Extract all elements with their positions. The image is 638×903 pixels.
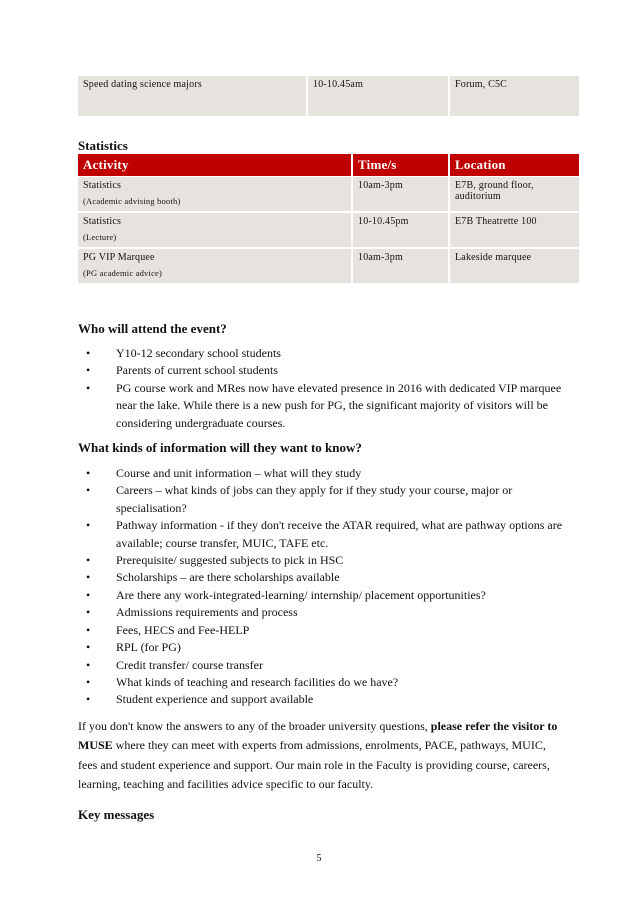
- table-row: [78, 177, 579, 213]
- attend-heading: Who will attend the event?: [78, 321, 227, 336]
- activity-note: (Lecture): [83, 232, 117, 242]
- table-row: [78, 213, 579, 249]
- location-cell: Forum, C5C: [450, 76, 579, 118]
- activity: PG VIP Marquee: [83, 252, 155, 263]
- activity: Statistics: [83, 180, 122, 191]
- page-number: 5: [316, 852, 322, 864]
- list-item: • Scholarships – are there scholarships available: [116, 569, 583, 586]
- activity: Statistics: [83, 216, 122, 227]
- paragraph-bold: please refer the visitor to MUSE: [78, 718, 558, 753]
- list-item: • Pathway information - if they don't receive the ATAR required, what are pathway options are available; course transfer, MUIC, TAFE etc.: [116, 517, 583, 552]
- activity-note: (PG academic advice): [83, 268, 163, 278]
- info-heading: What kinds of information will they want to know?: [78, 440, 362, 456]
- list-item: • Student experience and support available: [116, 691, 583, 708]
- header-time: Time/s: [353, 154, 448, 177]
- list-item: • PG course work and MRes now have elevated presence in 2016 with dedicated VIP marquee near the lake. While there is a new push for PG, the significant majority of visitors will be considering undergraduate courses.: [116, 380, 583, 432]
- list-item: • Fees, HECS and Fee-HELP: [116, 622, 583, 639]
- list-item: • Course and unit information – what will they study: [116, 465, 583, 482]
- info-list: [78, 465, 583, 709]
- header-location: Location: [450, 154, 579, 177]
- table-header: [78, 154, 579, 177]
- list-item: • Careers – what kinds of jobs can they apply for if they study your course, major or specialisation?: [116, 482, 583, 517]
- events-table: [76, 76, 581, 118]
- activity-note: (Academic advising booth): [83, 196, 181, 206]
- list-item: • Are there any work-integrated-learning/ internship/ placement opportunities?: [116, 587, 583, 604]
- list-item: • Prerequisite/ suggested subjects to pick in HSC: [116, 552, 583, 569]
- list-item: • Parents of current school students: [116, 362, 583, 379]
- table-row: [78, 249, 579, 285]
- paragraph-text: where they can meet with experts from admissions, enrolments, PACE, pathways, MUIC, fees and student experience and support. Our main role in the Faculty is providing course, careers, learning, teaching and facilities advice specific to our faculty.: [78, 738, 550, 792]
- header-activity: Activity: [78, 154, 351, 177]
- location: E7B, ground floor, auditorium: [450, 177, 579, 213]
- list-item: • Y10-12 secondary school students: [116, 345, 583, 362]
- time: 10am-3pm: [353, 249, 448, 285]
- statistics-heading: Statistics: [78, 138, 128, 153]
- time-cell: 10-10.45am: [308, 76, 448, 118]
- table-row: [78, 76, 579, 118]
- attend-list: [78, 345, 583, 432]
- key-messages-heading: Key messages: [78, 806, 155, 822]
- paragraph-text: If you don't know the answers to any of the broader university questions,: [78, 718, 431, 733]
- list-item: • RPL (for PG): [116, 639, 583, 656]
- list-item: • Credit transfer/ course transfer: [116, 657, 583, 674]
- location: Lakeside marquee: [450, 249, 579, 285]
- statistics-table: [76, 154, 581, 285]
- location: E7B Theatrette 100: [450, 213, 579, 249]
- time: 10-10.45pm: [353, 213, 448, 249]
- muse-paragraph: [78, 717, 558, 795]
- list-item: • Admissions requirements and process: [116, 604, 583, 621]
- list-item: • What kinds of teaching and research facilities do we have?: [116, 674, 583, 691]
- activity-cell: Speed dating science majors: [78, 76, 306, 118]
- time: 10am-3pm: [353, 177, 448, 213]
